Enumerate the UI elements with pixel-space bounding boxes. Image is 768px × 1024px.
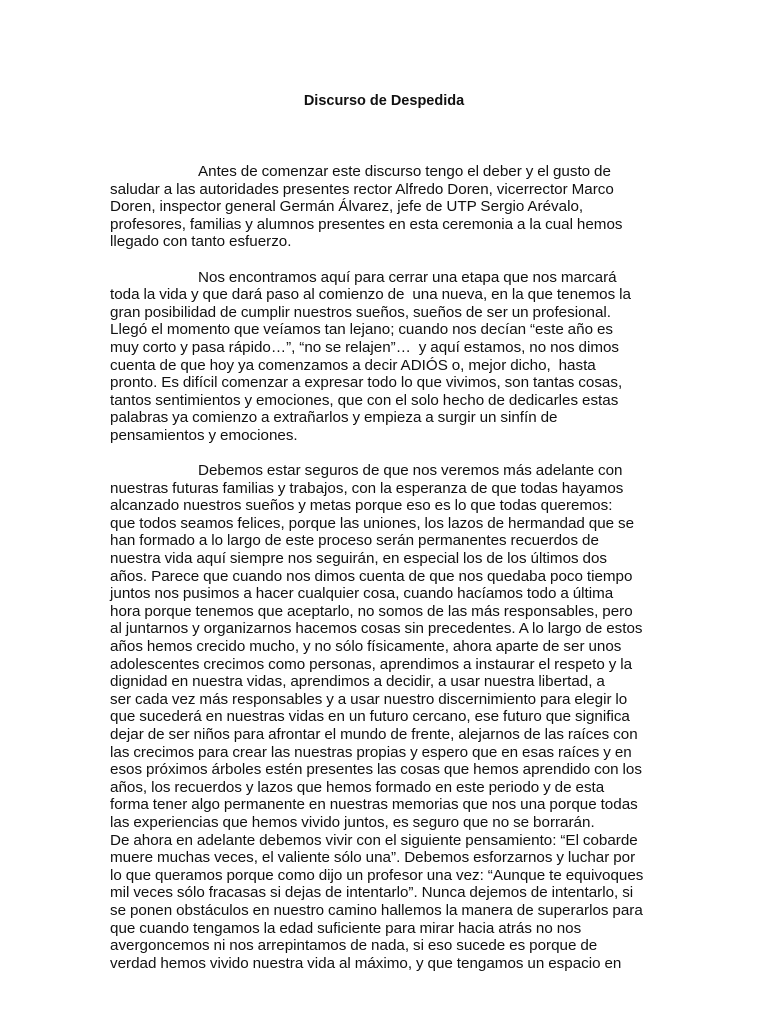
text-line: que todos seamos felices, porque las uniones, los lazos de hermandad que se bbox=[110, 514, 635, 532]
text-line: mil veces sólo fracasas si dejas de intentarlo”. Nunca dejemos de intentarlo, si bbox=[110, 884, 634, 902]
text-line: llegado con tanto esfuerzo. bbox=[110, 233, 292, 251]
text-line: avergoncemos ni nos arrepintamos de nada, si eso sucede es porque de bbox=[110, 937, 598, 955]
text-line: verdad hemos vivido nuestra vida al máximo, y que tengamos un espacio en bbox=[110, 954, 622, 972]
text-line: Nos encontramos aquí para cerrar una etapa que nos marcará bbox=[198, 268, 617, 286]
text-line: adolescentes crecimos como personas, aprendimos a instaurar el respeto y la bbox=[110, 655, 633, 673]
text-line: muy corto y pasa rápido…”, “no se relajen”… y aquí estamos, no nos dimos bbox=[110, 338, 620, 356]
text-line: Antes de comenzar este discurso tengo el deber y el gusto de bbox=[198, 163, 611, 180]
text-line: años hemos crecido mucho, y no sólo físicamente, ahora aparte de ser unos bbox=[110, 638, 622, 656]
text-line: se ponen obstáculos en nuestro camino hallemos la manera de superarlos para bbox=[110, 901, 643, 919]
paragraph bbox=[110, 163, 665, 251]
text-line: años. Parece que cuando nos dimos cuenta de que nos quedaba poco tiempo bbox=[110, 567, 633, 585]
text-line: Doren, inspector general Germán Álvarez, jefe de UTP Sergio Arévalo, bbox=[110, 198, 584, 216]
document-body bbox=[110, 163, 665, 972]
text-line: pronto. Es difícil comenzar a expresar todo lo que vivimos, son tantas cosas, bbox=[110, 374, 623, 392]
text-line: gran posibilidad de cumplir nuestros sueños, sueños de ser un profesional. bbox=[110, 303, 612, 321]
text-line: ser cada vez más responsables y a usar nuestro discernimiento para elegir lo bbox=[110, 690, 628, 708]
text-line: alcanzado nuestros sueños y metas porque eso es lo que todas queremos: bbox=[110, 497, 613, 515]
paragraph-spacer bbox=[110, 251, 665, 269]
text-line: dejar de ser niños para afrontar el mundo de frente, alejarnos de las raíces con bbox=[110, 726, 638, 743]
text-line: nuestra vida aquí siempre nos seguirán, en especial los de los últimos dos bbox=[110, 550, 608, 568]
text-line: las experiencias que hemos vivido juntos, es seguro que no se borrarán. bbox=[110, 813, 595, 831]
document-title: Discurso de Despedida bbox=[303, 93, 465, 109]
text-line: Debemos estar seguros de que nos veremos más adelante con bbox=[198, 462, 623, 480]
text-line: muere muchas veces, el valiente sólo una”. Debemos esforzarnos y luchar por bbox=[110, 849, 636, 867]
text-line: cuenta de que hoy ya comenzamos a decir ADIÓS o, mejor dicho, hasta bbox=[110, 356, 596, 374]
text-line: las crecimos para crear las nuestras propias y espero que en esas raíces y en bbox=[110, 743, 632, 761]
text-line: esos próximos árboles estén presentes las cosas que hemos aprendido con los bbox=[110, 761, 642, 779]
paragraph-spacer bbox=[110, 445, 665, 463]
text-line: profesores, familias y alumnos presentes en esta ceremonia a la cual hemos bbox=[110, 215, 623, 233]
text-line: pensamientos y emociones. bbox=[110, 426, 298, 444]
text-line: De ahora en adelante debemos vivir con el siguiente pensamiento: “El cobarde bbox=[110, 831, 638, 849]
text-line: forma tener algo permanente en nuestras memorias que nos una porque todas bbox=[110, 796, 638, 814]
text-line: tantos sentimientos y emociones, que con el solo hecho de dedicarles estas bbox=[110, 391, 619, 409]
text-line: lo que queramos porque como dijo un profesor una vez: “Aunque te equivoques bbox=[110, 866, 644, 884]
text-line: Llegó el momento que veíamos tan lejano; cuando nos decían “este año es bbox=[110, 321, 613, 339]
text-line: hora porque tenemos que aceptarlo, no somos de las más responsables, pero bbox=[110, 602, 633, 620]
text-line: juntos nos pusimos a hacer cualquier cosa, cuando hacíamos todo a última bbox=[110, 585, 614, 603]
text-line: han formado a lo largo de este proceso serán permanentes recuerdos de bbox=[110, 532, 599, 550]
text-line: nuestras futuras familias y trabajos, con la esperanza de que todas hayamos bbox=[110, 479, 624, 497]
text-line: dignidad en nuestra vidas, aprendimos a decidir, a usar nuestra libertad, a bbox=[110, 673, 605, 691]
text-line: años, los recuerdos y lazos que hemos formado en este periodo y de esta bbox=[110, 778, 605, 796]
paragraph bbox=[110, 462, 665, 972]
text-line: que cuando tengamos la edad suficiente para mirar hacia atrás no nos bbox=[110, 919, 582, 937]
paragraph bbox=[110, 269, 665, 445]
text-line: al juntarnos y organizarnos hacemos cosas sin precedentes. A lo largo de estos bbox=[110, 620, 643, 638]
text-line: toda la vida y que dará paso al comienzo de una nueva, en la que tenemos la bbox=[110, 286, 631, 304]
text-line: palabras ya comienzo a extrañarlos y empieza a surgir un sinfín de bbox=[110, 409, 558, 427]
text-line: saludar a las autoridades presentes rector Alfredo Doren, vicerrector Marco bbox=[110, 180, 614, 198]
text-line: que sucederá en nuestras vidas en un futuro cercano, ese futuro que significa bbox=[110, 708, 630, 726]
